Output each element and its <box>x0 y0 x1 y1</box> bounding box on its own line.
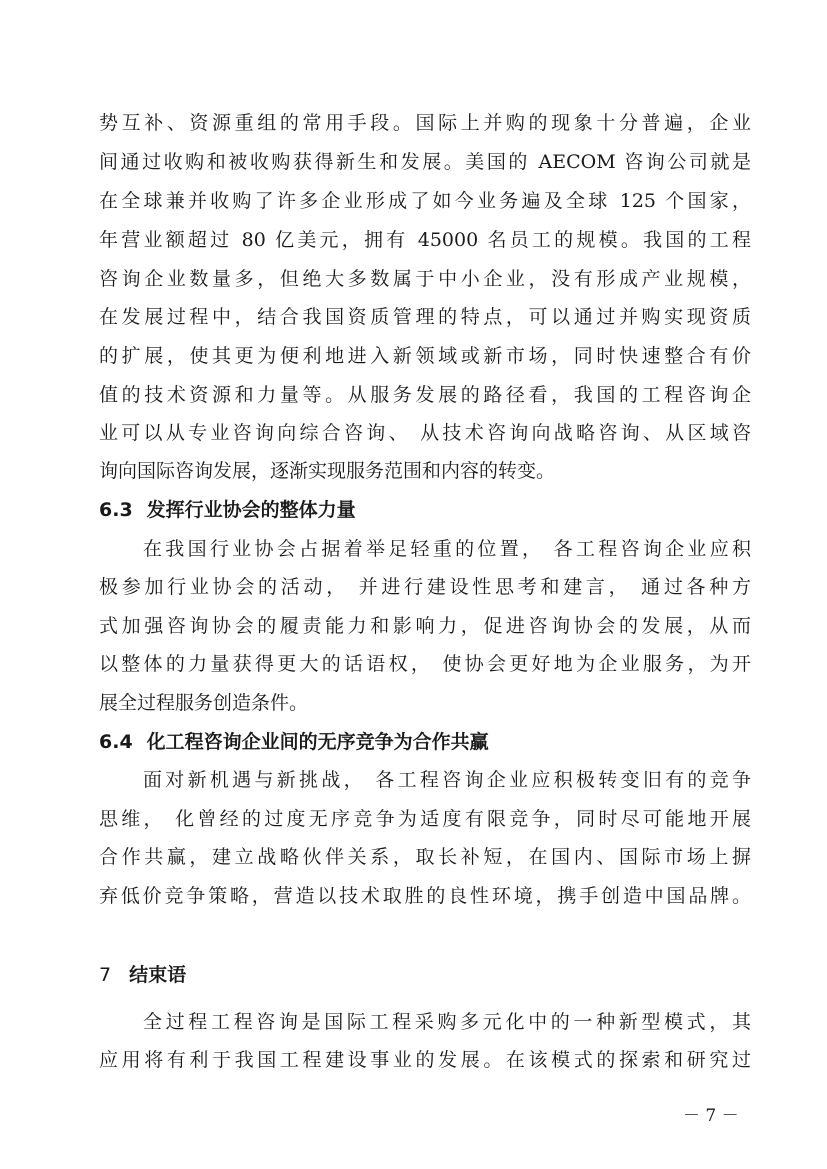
paragraph-line: 间通过收购和被收购获得新生和发展。美国的 AECOM 咨询公司就是 <box>99 151 751 173</box>
page-number: － 7 － <box>683 1106 739 1126</box>
paragraph-line: 弃低价竞争策略，营造以技术取胜的良性环境，携手创造中国品牌。 <box>99 885 751 907</box>
paragraph-line: 询向国际咨询发展，逐渐实现服务范围和内容的转变。 <box>99 460 556 482</box>
paragraph-line: 值的技术资源和力量等。从服务发展的路径看，我国的工程咨询企 <box>99 384 751 406</box>
paragraph-line: 年营业额超过 80 亿美元，拥有 45000 名员工的规模。我国的工程 <box>99 229 751 251</box>
section-heading-7 <box>99 960 186 990</box>
paragraph-line: 势互补、资源重组的常用手段。国际上并购的现象十分普遍，企业 <box>99 112 751 134</box>
section-number: 6.4 <box>99 731 133 753</box>
section-title: 化工程咨询企业间的无序竞争为合作共赢 <box>146 731 489 753</box>
section-heading-6-4 <box>99 727 489 757</box>
paragraph-line: 咨询企业数量多，但绝大多数属于中小企业，没有形成产业规模， <box>99 268 751 290</box>
section-title: 发挥行业协会的整体力量 <box>146 499 356 521</box>
paragraph-line: 在全球兼并收购了许多企业形成了如今业务遍及全球 125 个国家， <box>99 190 751 212</box>
paragraph-line: 在我国行业协会占据着举足轻重的位置， 各工程咨询企业应积 <box>143 538 751 560</box>
paragraph-line: 以整体的力量获得更大的话语权， 使协会更好地为企业服务，为开 <box>99 653 751 675</box>
paragraph-line: 全过程工程咨询是国际工程采购多元化中的一种新型模式，其 <box>143 1011 751 1033</box>
section-title: 结束语 <box>129 964 187 986</box>
paragraph-line: 面对新机遇与新挑战， 各工程咨询企业应积极转变旧有的竞争 <box>143 769 751 791</box>
paragraph-line: 业可以从专业咨询向综合咨询、 从技术咨询向战略咨询、从区域咨 <box>99 422 751 444</box>
paragraph-line: 应用将有利于我国工程建设事业的发展。在该模式的探索和研究过 <box>99 1049 751 1071</box>
paragraph-line: 合作共赢，建立战略伙伴关系，取长补短，在国内、国际市场上摒 <box>99 846 751 868</box>
section-number: 7 <box>99 964 112 986</box>
paragraph-line: 展全过程服务创造条件。 <box>99 692 309 714</box>
paragraph-line: 在发展过程中，结合我国资质管理的特点，可以通过并购实现资质 <box>99 306 751 328</box>
section-number: 6.3 <box>99 499 133 521</box>
paragraph-line: 的扩展，使其更为便利地进入新领域或新市场，同时快速整合有价 <box>99 345 751 367</box>
paragraph-line: 思维， 化曾经的过度无序竞争为适度有限竞争，同时尽可能地开展 <box>99 808 751 830</box>
section-heading-6-3 <box>99 495 356 525</box>
paragraph-line: 式加强咨询协会的履责能力和影响力，促进咨询协会的发展，从而 <box>99 615 751 637</box>
paragraph-line: 极参加行业协会的活动， 并进行建设性思考和建言， 通过各种方 <box>99 576 751 598</box>
